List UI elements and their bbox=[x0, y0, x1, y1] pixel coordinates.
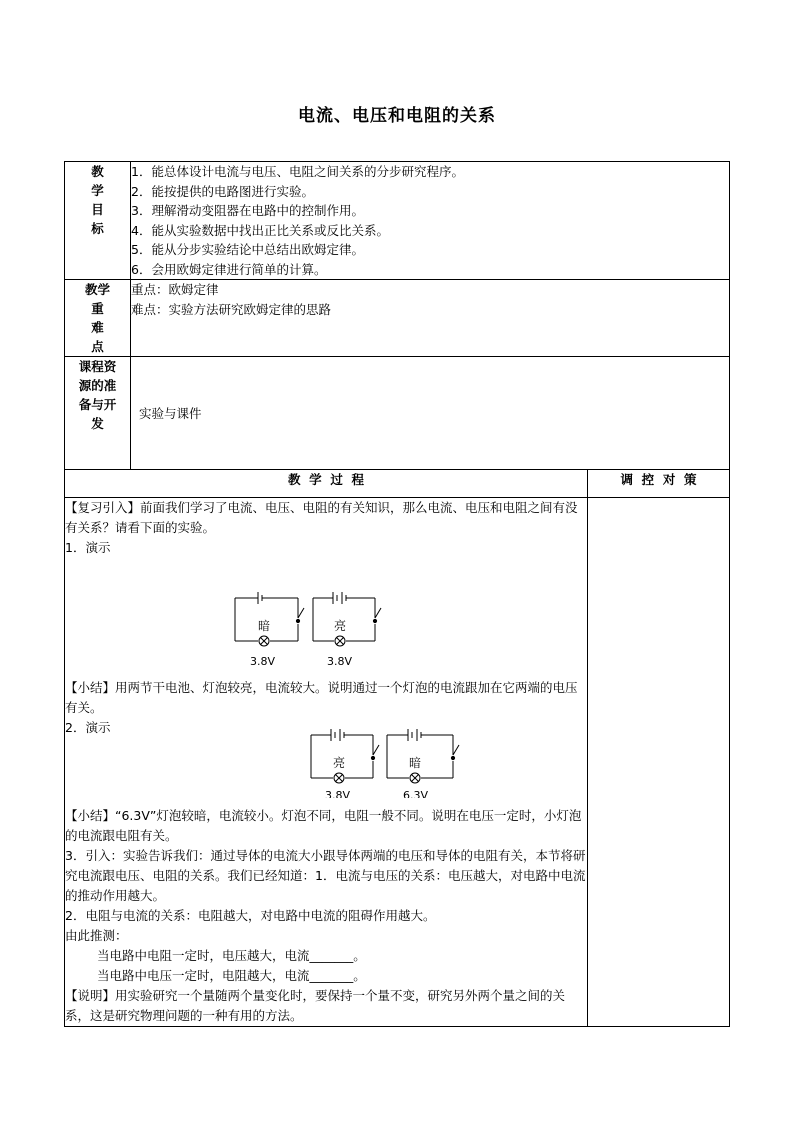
circuit-figure-2 bbox=[65, 738, 587, 798]
goal-item: 5．能从分步实验结论中总结出欧姆定律。 bbox=[131, 242, 364, 257]
circuit-1-left-state: 暗 bbox=[258, 619, 271, 633]
key-points-label bbox=[65, 280, 131, 357]
goals-list bbox=[131, 162, 730, 280]
summary1-paragraph: 【小结】用两节干电池、灯泡较亮，电流较大。说明通过一个灯泡的电流跟加在它两端的电压有关。 bbox=[65, 680, 578, 715]
goals-label-char: 教 bbox=[91, 164, 104, 179]
goals-row bbox=[65, 162, 730, 280]
key-points-label-part: 教学 bbox=[84, 282, 110, 297]
resources-label-part: 备与开 bbox=[78, 397, 117, 412]
demo2-heading: 2．演示 bbox=[65, 720, 111, 735]
circuit-2-right bbox=[387, 729, 459, 783]
control-header: 调 控 对 策 bbox=[588, 470, 730, 498]
goals-label-char: 目 bbox=[91, 202, 104, 217]
key-points-label-part: 点 bbox=[91, 339, 104, 354]
resources-label-part: 发 bbox=[91, 416, 104, 431]
focus-text: 重点：欧姆定律 bbox=[131, 282, 219, 297]
circuit-diagram-2 bbox=[65, 718, 510, 798]
key-points-label-part: 难 bbox=[91, 320, 104, 335]
key-points-label-part: 重 bbox=[91, 301, 104, 316]
note-paragraph: 【说明】用实验研究一个量随两个量变化时，要保持一个量不变，研究另外两个量之间的关系，这是研究物理问题的一种有用的方法。 bbox=[65, 988, 566, 1023]
infer-item-1: 当电路中电阻一定时，电压越大，电流_______。 bbox=[97, 948, 366, 963]
circuit-figure-1 bbox=[65, 558, 587, 678]
circuit-1-right-state: 亮 bbox=[334, 619, 347, 633]
goal-item: 3．理解滑动变阻器在电路中的控制作用。 bbox=[131, 203, 364, 218]
goals-label-char: 标 bbox=[91, 221, 104, 236]
relation2-paragraph: 2．电阻与电流的关系：电阻越大，对电路中电流的阻碍作用越大。 bbox=[65, 908, 436, 923]
resources-label-part: 课程资 bbox=[78, 359, 117, 374]
goal-item: 1．能总体设计电流与电压、电阻之间关系的分步研究程序。 bbox=[131, 164, 464, 179]
goals-label bbox=[65, 162, 131, 280]
circuit-2-left-state: 亮 bbox=[333, 756, 346, 770]
demo1-heading: 1．演示 bbox=[65, 540, 111, 555]
circuit-1-left-voltage: 3.8V bbox=[250, 655, 276, 668]
header-row bbox=[65, 470, 730, 498]
circuit-2-right-state: 暗 bbox=[409, 756, 422, 770]
circuit-1-right-voltage: 3.8V bbox=[327, 655, 353, 668]
resources-value: 实验与课件 bbox=[131, 357, 730, 470]
circuit-2-right-voltage: 6.3V bbox=[403, 789, 429, 798]
goal-item: 6．会用欧姆定律进行简单的计算。 bbox=[131, 261, 327, 277]
key-points-row bbox=[65, 280, 730, 357]
page-title: 电流、电压和电阻的关系 bbox=[298, 106, 496, 126]
lesson-plan-table bbox=[64, 161, 730, 1027]
circuit-1-right bbox=[313, 592, 381, 646]
resources-label-part: 源的准 bbox=[78, 378, 117, 393]
resources-label bbox=[65, 357, 131, 470]
difficulty-text: 难点：实验方法研究欧姆定律的思路 bbox=[131, 302, 332, 317]
intro3-paragraph: 3．引入：实验告诉我们：通过导体的电流大小跟导体两端的电压和导体的电阻有关，本节将研究电流跟电压、电阻的关系。我们已经知道：1．电流与电压的关系：电压越大，对电路中电流的推动作用越大。 bbox=[65, 848, 586, 903]
process-header: 教 学 过 程 bbox=[65, 470, 588, 498]
process-row bbox=[65, 498, 730, 1027]
intro-paragraph: 【复习引入】前面我们学习了电流、电压、电阻的有关知识，那么电流、电压和电阻之间有没有关系？请看下面的实验。 bbox=[65, 500, 578, 535]
circuit-2-left-voltage: 3.8V bbox=[325, 789, 351, 798]
infer-item-2: 当电路中电压一定时，电阻越大，电流_______。 bbox=[97, 968, 366, 983]
summary2-paragraph: 【小结】“6.3V”灯泡较暗，电流较小。灯泡不同，电阻一般不同。说明在电压一定时，小灯泡的电流跟电阻有关。 bbox=[65, 808, 582, 843]
key-points-content bbox=[131, 280, 730, 357]
resources-row bbox=[65, 357, 730, 470]
goal-item: 2．能按提供的电路图进行实验。 bbox=[131, 183, 314, 199]
process-content bbox=[65, 498, 588, 1027]
circuit-diagram-1 bbox=[65, 558, 510, 678]
goals-label-char: 学 bbox=[91, 183, 104, 198]
control-content bbox=[588, 498, 730, 1027]
goal-item: 4．能从实验数据中找出正比关系或反比关系。 bbox=[131, 222, 389, 238]
infer-heading: 由此推测： bbox=[65, 928, 128, 943]
